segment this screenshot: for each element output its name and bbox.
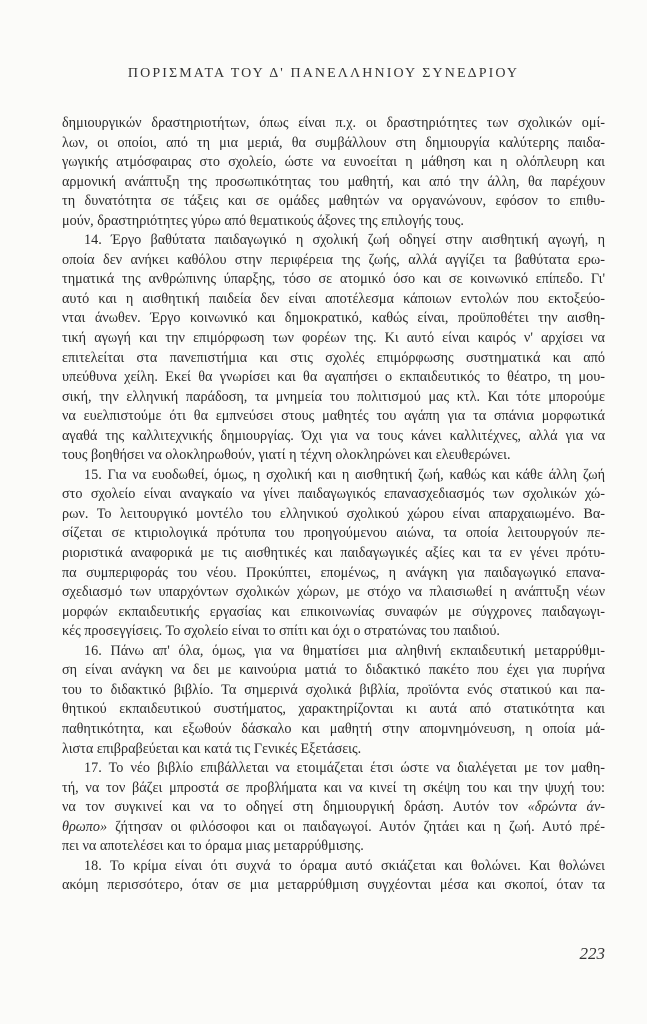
text-line: θρωπο» ζήτησαν οι φιλόσοφοι και οι παιδαγωγοί. Αυτόν ζητάει και η ζωή. Αυτό πρέ- [62,818,605,835]
text-line: θητικού εκπαιδευτικού συστήματος, χαρακτηρίζονται κι αυτά από στατικότητα και [62,701,605,718]
text-line: σχεδιασμό των υπαρχόντων σχολικών χώρων, με στόχο να πλαισιωθεί η ανάπτυξη νέων [62,584,605,601]
paragraph-start-line: 18. Το κρίμα είναι ότι συχνά το όραμα αυτό σκιάζεται και θολώνει. Και θολώνει [84,857,605,874]
text-line: σίζεται σε κτιριολογικά πρότυπα του προηγούμενου αιώνα, τα οποία λειτουργούν πε- [62,525,605,542]
text-line: αγαθά της καλλιτεχνικής δημιουργίας. Όχι για να τους κάνει καλλιτέχνες, αλλά για να [62,427,605,444]
text-line: νται άνωθεν. Έργο κοινωνικό και δημοκρατικό, καθώς είναι, προϋποθέτει την αισθη- [62,310,605,327]
text-line: ρων. Το λειτουργικό μοντέλο του ελληνικού σχολικού χώρου είναι απαρχαιωμένο. Βα- [62,505,605,522]
text-line: ακόμη περισσότερο, όταν σε μια μεταρρύθμιση συγχέονται μέσα και σκοποί, όταν τα [62,877,605,894]
text-line: μορφών εκπαιδευτικής εργασίας και επικοινωνίας συναφών με σύγχρονες παιδαγωγι- [62,603,605,620]
text-line: τη δυνατότητα σε τάξεις και σε ομάδες μαθητών να οργανώνουν, εφόσον το επιθυ- [62,193,605,210]
page-number: 223 [579,944,605,963]
text-line: επιτελείται στα πανεπιστήμια και στις σχολές επιμόρφωσης συστηματικά και από [62,349,605,366]
paragraph-start-line: 14. Έργο βαθύτατα παιδαγωγικό η σχολική ζωή οδηγεί στην αισθητική αγωγή, η [84,232,605,249]
paragraph-start-line: 16. Πάνω απ' όλα, όμως, για να θηματίσει μια αληθινή εκπαιδευτική μεταρρύθμι- [84,642,605,659]
text-line: δημιουργικών δραστηριοτήτων, όπως είναι π.χ. οι δραστηριότητες των σχολικών ομί- [62,115,605,131]
text-line: λων, οι οποίοι, από τη μια μεριά, θα συμβάλλουν στη δημιουργία καλύτερης παιδα- [62,134,605,151]
text-line: πει να αποτελέσει και το όραμα μιας μεταρρύθμισης. [62,838,364,855]
text-line: υπεύθυνα χείλη. Εκεί θα γνωρίσει και θα αγαπήσει ο εκπαιδευτικός το θέατρο, τη μου- [62,369,605,386]
text-line: τους βοηθήσει να ολοκληρωθούν, γιατί η τέχνη ολοκληρώνει και ελευθερώνει. [62,447,511,464]
text-line: μούν, δραστηριότητες γύρω από θεματικούς άξονες της επιλογής τους. [62,212,464,229]
text-line: κές προσεγγίσεις. Το σχολείο είναι το σπίτι και όχι ο στρατώνας του παιδιού. [62,623,500,640]
text-line: γωγικής ατμόσφαιρας στο σχολείο, ώστε να ευνοείται η μάθηση και η ολόπλευρη και [62,154,605,171]
paragraph-start-line: 17. Το νέο βιβλίο επιβάλλεται να ετοιμάζεται έτσι ώστε να διαλέγεται με τον μαθη- [84,760,605,777]
text-line: αυτό και η αισθητική παιδεία δεν είναι αποτέλεσμα κάποιων εντολών που εκτοξεύο- [62,290,605,307]
text-line: ση είναι ανάγκη να δει με καινούρια ματιά το διδακτικό πακέτο που έχει για πυρήνα [62,662,605,679]
paragraph-start-line: 15. Για να ευοδωθεί, όμως, η σχολική και η αισθητική ζωή, καθώς και κάθε άλλη ζωή [84,466,605,483]
text-line: τηματικά της ανθρώπινης ύπαρξης, τόσο σε ατομικό όσο και σε κοινωνικό επίπεδο. Γι' [62,271,605,288]
text-line: τική αγωγή και την επιμόρφωση των φορέων της. Κι αυτό είναι καιρός ν' αρχίσει να [62,330,605,347]
text-line: να τον συγκινεί και να το οδηγεί στη δημιουργική δράση. Αυτόν τον «δρώντα άν- [62,799,605,816]
text-line: στο σχολείο είναι αναγκαίο να γίνει παιδαγωγικός επανασχεδιασμός των σχολικών χώ- [62,486,605,503]
text-line: παθητικότητα, και εξωθούν δάσκαλο και μαθητή στην απομνημόνευση, η οποία μά- [62,720,605,737]
text-line: αρμονική ανάπτυξη της προσωπικότητας του μαθητή, και από την άλλη, θα παρέχουν [62,173,605,190]
text-line: οποία δεν ανήκει καθόλου στην περιφέρεια της ζωής, αλλά αγγίζει τα βαθύτατα ερω- [62,251,605,268]
text-line: του το διδακτικό βιβλίο. Τα σημερινά σχολικά βιβλία, προϊόντα ενός στατικού και πα- [62,681,605,698]
running-head: ΠΟΡΙΣΜΑΤΑ ΤΟΥ Δ' ΠΑΝΕΛΛΗΝΙΟΥ ΣΥΝΕΔΡΙΟΥ [127,66,520,81]
body-text [62,114,605,896]
text-line: τή, να τον βάζει μπροστά σε προβλήματα και να κινεί τη σκέψη του και την ψυχή του: [62,779,605,796]
text-line: σική, την ελληνική παράδοση, τα μνημεία του πολιτισμού μας κτλ. Και τότε μπορούμε [62,388,605,405]
text-line: να ευελπιστούμε ότι θα εμπνεύσει στους μαθητές του αγάπη για τα σπάνια μορφωτικά [62,408,605,425]
text-line: ριοριστικά αναφορικά με τις αισθητικές και παιδαγωγικές αξίες και τα εν γένει πρότυ- [62,545,605,562]
text-line: λιστα επιβραβεύεται και κατά τις Γενικές Εξετάσεις. [62,740,362,757]
text-line: πα συμπεριφοράς του νέου. Προκύπτει, επομένως, η ανάγκη για παιδαγωγικό επανα- [62,564,605,581]
